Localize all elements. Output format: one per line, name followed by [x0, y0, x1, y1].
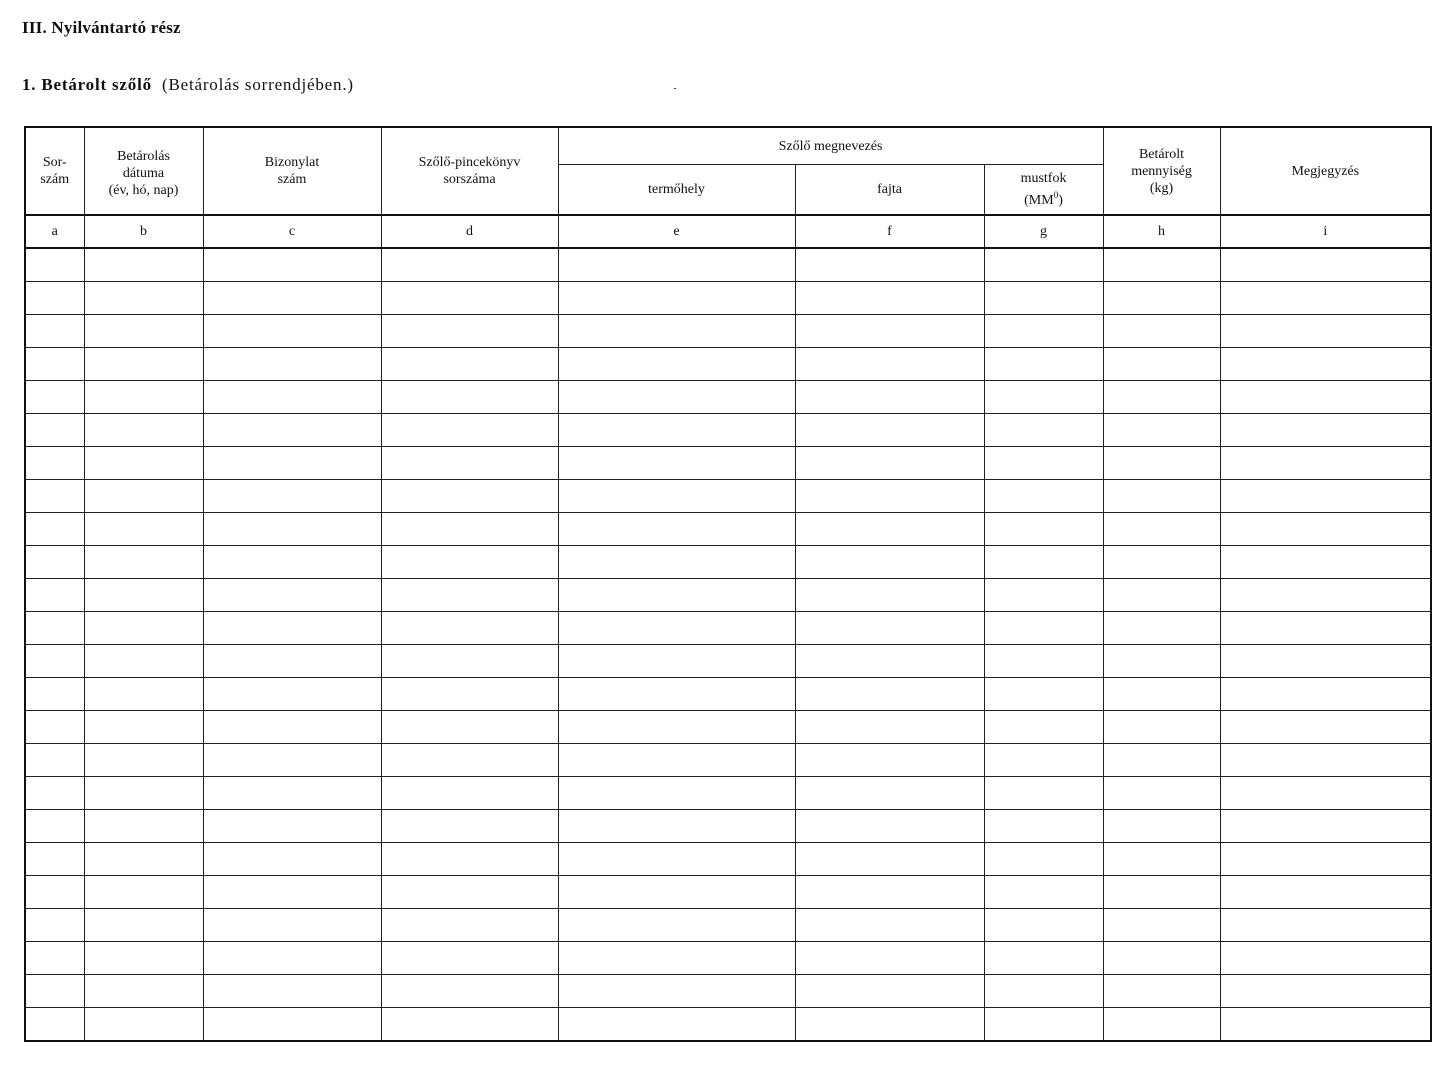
empty-cell	[203, 678, 381, 711]
empty-cell	[558, 645, 795, 678]
empty-cell	[795, 348, 984, 381]
empty-cell	[381, 711, 558, 744]
table-row	[25, 447, 1431, 480]
empty-cell	[1220, 447, 1431, 480]
table-row	[25, 876, 1431, 909]
empty-cell	[1103, 711, 1220, 744]
empty-cell	[84, 975, 203, 1008]
table-row	[25, 777, 1431, 810]
empty-cell	[1220, 645, 1431, 678]
empty-cell	[558, 1008, 795, 1042]
empty-cell	[1220, 315, 1431, 348]
empty-cell	[1220, 777, 1431, 810]
column-letter: e	[558, 215, 795, 248]
empty-cell	[1220, 843, 1431, 876]
section-title: III. Nyilvántartó rész	[22, 18, 181, 37]
empty-cell	[984, 248, 1103, 282]
empty-cell	[984, 678, 1103, 711]
empty-cell	[84, 546, 203, 579]
empty-cell	[558, 678, 795, 711]
empty-cell	[203, 744, 381, 777]
empty-cell	[1220, 711, 1431, 744]
empty-cell	[84, 480, 203, 513]
empty-cell	[984, 1008, 1103, 1042]
ledger-table	[24, 126, 1432, 1042]
empty-cell	[381, 348, 558, 381]
column-letter: a	[25, 215, 84, 248]
empty-cell	[1103, 447, 1220, 480]
empty-cell	[984, 414, 1103, 447]
empty-cell	[795, 447, 984, 480]
empty-cell	[558, 909, 795, 942]
empty-cell	[25, 909, 84, 942]
table-row	[25, 975, 1431, 1008]
empty-cell	[84, 678, 203, 711]
empty-cell	[1220, 612, 1431, 645]
empty-cell	[203, 1008, 381, 1042]
empty-cell	[984, 975, 1103, 1008]
col-header-a: Sor- szám	[25, 127, 84, 215]
empty-cell	[84, 777, 203, 810]
empty-cell	[84, 248, 203, 282]
empty-cell	[795, 876, 984, 909]
empty-cell	[381, 1008, 558, 1042]
empty-cell	[984, 711, 1103, 744]
empty-cell	[84, 843, 203, 876]
empty-cell	[1103, 348, 1220, 381]
empty-cell	[1220, 480, 1431, 513]
empty-cell	[25, 546, 84, 579]
table-row	[25, 942, 1431, 975]
empty-cell	[381, 876, 558, 909]
empty-cell	[795, 711, 984, 744]
empty-cell	[1220, 414, 1431, 447]
empty-cell	[795, 414, 984, 447]
empty-cell	[84, 315, 203, 348]
empty-cell	[84, 579, 203, 612]
empty-cell	[84, 612, 203, 645]
empty-cell	[25, 1008, 84, 1042]
table-row	[25, 480, 1431, 513]
empty-cell	[381, 810, 558, 843]
column-letter: i	[1220, 215, 1431, 248]
empty-cell	[558, 546, 795, 579]
empty-cell	[203, 711, 381, 744]
empty-cell	[1103, 315, 1220, 348]
empty-cell	[25, 414, 84, 447]
empty-cell	[381, 975, 558, 1008]
empty-cell	[203, 645, 381, 678]
empty-cell	[984, 744, 1103, 777]
empty-cell	[795, 381, 984, 414]
col-header-f: fajta	[795, 165, 984, 216]
col-header-h: Betárolt mennyiség (kg)	[1103, 127, 1220, 215]
empty-cell	[1103, 942, 1220, 975]
empty-cell	[1103, 843, 1220, 876]
empty-cell	[558, 942, 795, 975]
column-letter-row	[25, 215, 1431, 248]
empty-cell	[203, 348, 381, 381]
empty-cell	[381, 942, 558, 975]
empty-cell	[1103, 975, 1220, 1008]
column-letter: f	[795, 215, 984, 248]
empty-cell	[381, 381, 558, 414]
empty-cell	[25, 810, 84, 843]
empty-cell	[25, 480, 84, 513]
table-row	[25, 678, 1431, 711]
empty-cell	[984, 513, 1103, 546]
empty-cell	[558, 480, 795, 513]
empty-cell	[381, 744, 558, 777]
empty-cell	[984, 612, 1103, 645]
empty-cell	[1220, 513, 1431, 546]
table-row	[25, 513, 1431, 546]
empty-cell	[381, 248, 558, 282]
subtitle-bold: 1. Betárolt szőlő	[22, 75, 152, 94]
empty-cell	[795, 942, 984, 975]
empty-cell	[1103, 546, 1220, 579]
empty-cell	[984, 579, 1103, 612]
empty-cell	[558, 282, 795, 315]
empty-cell	[795, 909, 984, 942]
subtitle-normal: (Betárolás sorrendjében.)	[162, 75, 354, 94]
empty-cell	[1103, 480, 1220, 513]
empty-cell	[1103, 282, 1220, 315]
empty-cell	[25, 975, 84, 1008]
empty-cell	[795, 546, 984, 579]
empty-cell	[558, 810, 795, 843]
table-row	[25, 645, 1431, 678]
column-letter: g	[984, 215, 1103, 248]
empty-cell	[25, 876, 84, 909]
empty-cell	[795, 645, 984, 678]
empty-cell	[984, 546, 1103, 579]
empty-cell	[84, 909, 203, 942]
empty-cell	[381, 909, 558, 942]
empty-cell	[558, 248, 795, 282]
empty-cell	[84, 414, 203, 447]
empty-cell	[381, 843, 558, 876]
empty-cell	[795, 678, 984, 711]
table-row	[25, 711, 1431, 744]
empty-cell	[558, 447, 795, 480]
empty-cell	[984, 645, 1103, 678]
empty-cell	[1103, 744, 1220, 777]
table-row	[25, 282, 1431, 315]
empty-cell	[558, 348, 795, 381]
empty-cell	[1220, 678, 1431, 711]
table-row	[25, 414, 1431, 447]
empty-cell	[1220, 546, 1431, 579]
table-row	[25, 810, 1431, 843]
empty-cell	[25, 315, 84, 348]
empty-cell	[84, 744, 203, 777]
empty-cell	[795, 480, 984, 513]
table-row	[25, 612, 1431, 645]
col-header-c: Bizonylat szám	[203, 127, 381, 215]
empty-cell	[795, 744, 984, 777]
empty-cell	[84, 645, 203, 678]
empty-cell	[1103, 645, 1220, 678]
col-group-header: Szőlő megnevezés	[558, 127, 1103, 165]
empty-cell	[1103, 678, 1220, 711]
empty-cell	[25, 348, 84, 381]
empty-cell	[203, 282, 381, 315]
empty-cell	[381, 546, 558, 579]
empty-cell	[558, 513, 795, 546]
empty-cell	[558, 381, 795, 414]
empty-cell	[558, 612, 795, 645]
empty-cell	[203, 315, 381, 348]
scan-speck	[674, 88, 676, 89]
empty-cell	[381, 480, 558, 513]
table-row	[25, 579, 1431, 612]
empty-cell	[984, 876, 1103, 909]
empty-cell	[203, 843, 381, 876]
table-row	[25, 1008, 1431, 1042]
empty-cell	[795, 1008, 984, 1042]
empty-cell	[25, 777, 84, 810]
empty-cell	[203, 381, 381, 414]
empty-cell	[558, 975, 795, 1008]
empty-cell	[203, 942, 381, 975]
empty-cell	[381, 447, 558, 480]
table-row	[25, 909, 1431, 942]
empty-cell	[84, 282, 203, 315]
empty-cell	[558, 876, 795, 909]
table-row	[25, 381, 1431, 414]
empty-cell	[1220, 579, 1431, 612]
empty-cell	[1103, 876, 1220, 909]
empty-cell	[1220, 810, 1431, 843]
empty-cell	[1103, 381, 1220, 414]
empty-cell	[1103, 513, 1220, 546]
empty-cell	[795, 810, 984, 843]
ledger-body	[25, 248, 1431, 1041]
empty-cell	[1103, 810, 1220, 843]
empty-cell	[84, 810, 203, 843]
empty-cell	[795, 777, 984, 810]
empty-cell	[25, 843, 84, 876]
empty-cell	[25, 612, 84, 645]
empty-cell	[25, 513, 84, 546]
empty-cell	[795, 248, 984, 282]
empty-cell	[558, 414, 795, 447]
empty-cell	[984, 909, 1103, 942]
empty-cell	[381, 777, 558, 810]
empty-cell	[203, 975, 381, 1008]
table-row	[25, 315, 1431, 348]
empty-cell	[84, 1008, 203, 1042]
empty-cell	[25, 744, 84, 777]
empty-cell	[1220, 348, 1431, 381]
empty-cell	[25, 942, 84, 975]
column-letter: h	[1103, 215, 1220, 248]
empty-cell	[84, 381, 203, 414]
empty-cell	[558, 843, 795, 876]
empty-cell	[381, 612, 558, 645]
table-row	[25, 348, 1431, 381]
empty-cell	[203, 909, 381, 942]
col-header-b: Betárolás dátuma (év, hó, nap)	[84, 127, 203, 215]
empty-cell	[1103, 248, 1220, 282]
empty-cell	[558, 315, 795, 348]
empty-cell	[1220, 1008, 1431, 1042]
empty-cell	[984, 810, 1103, 843]
col-header-d: Szőlő-pincekönyv sorszáma	[381, 127, 558, 215]
empty-cell	[25, 645, 84, 678]
empty-cell	[203, 414, 381, 447]
empty-cell	[984, 381, 1103, 414]
empty-cell	[558, 579, 795, 612]
empty-cell	[1220, 744, 1431, 777]
empty-cell	[795, 843, 984, 876]
empty-cell	[203, 546, 381, 579]
empty-cell	[795, 975, 984, 1008]
empty-cell	[84, 876, 203, 909]
empty-cell	[984, 315, 1103, 348]
empty-cell	[381, 579, 558, 612]
col-header-g: mustfok $(MM^0)$	[984, 165, 1103, 216]
column-letter: b	[84, 215, 203, 248]
empty-cell	[795, 315, 984, 348]
empty-cell	[984, 348, 1103, 381]
table-row	[25, 546, 1431, 579]
empty-cell	[84, 513, 203, 546]
empty-cell	[1103, 1008, 1220, 1042]
col-header-i: Megjegyzés	[1220, 127, 1431, 215]
empty-cell	[1103, 612, 1220, 645]
empty-cell	[1220, 381, 1431, 414]
empty-cell	[203, 810, 381, 843]
empty-cell	[203, 579, 381, 612]
table-row	[25, 843, 1431, 876]
empty-cell	[558, 777, 795, 810]
empty-cell	[25, 711, 84, 744]
empty-cell	[203, 248, 381, 282]
empty-cell	[203, 612, 381, 645]
empty-cell	[1220, 942, 1431, 975]
table-row	[25, 744, 1431, 777]
empty-cell	[381, 513, 558, 546]
column-letter: c	[203, 215, 381, 248]
empty-cell	[1103, 579, 1220, 612]
empty-cell	[558, 711, 795, 744]
empty-cell	[25, 381, 84, 414]
empty-cell	[84, 942, 203, 975]
empty-cell	[381, 315, 558, 348]
empty-cell	[984, 843, 1103, 876]
empty-cell	[1220, 909, 1431, 942]
empty-cell	[25, 678, 84, 711]
empty-cell	[381, 282, 558, 315]
empty-cell	[795, 282, 984, 315]
page-subtitle	[22, 75, 354, 95]
empty-cell	[795, 579, 984, 612]
empty-cell	[1103, 777, 1220, 810]
empty-cell	[203, 777, 381, 810]
empty-cell	[795, 612, 984, 645]
empty-cell	[25, 447, 84, 480]
column-letter: d	[381, 215, 558, 248]
empty-cell	[1220, 876, 1431, 909]
empty-cell	[25, 579, 84, 612]
empty-cell	[381, 678, 558, 711]
empty-cell	[984, 942, 1103, 975]
empty-cell	[795, 513, 984, 546]
empty-cell	[84, 447, 203, 480]
empty-cell	[984, 480, 1103, 513]
empty-cell	[203, 480, 381, 513]
empty-cell	[1220, 248, 1431, 282]
empty-cell	[1103, 414, 1220, 447]
empty-cell	[381, 414, 558, 447]
empty-cell	[984, 777, 1103, 810]
empty-cell	[203, 513, 381, 546]
empty-cell	[84, 348, 203, 381]
table-row	[25, 248, 1431, 282]
empty-cell	[1220, 975, 1431, 1008]
empty-cell	[1220, 282, 1431, 315]
empty-cell	[203, 447, 381, 480]
col-header-e: termőhely	[558, 165, 795, 216]
empty-cell	[25, 282, 84, 315]
empty-cell	[984, 447, 1103, 480]
empty-cell	[381, 645, 558, 678]
empty-cell	[558, 744, 795, 777]
empty-cell	[203, 876, 381, 909]
empty-cell	[1103, 909, 1220, 942]
empty-cell	[984, 282, 1103, 315]
empty-cell	[84, 711, 203, 744]
empty-cell	[25, 248, 84, 282]
